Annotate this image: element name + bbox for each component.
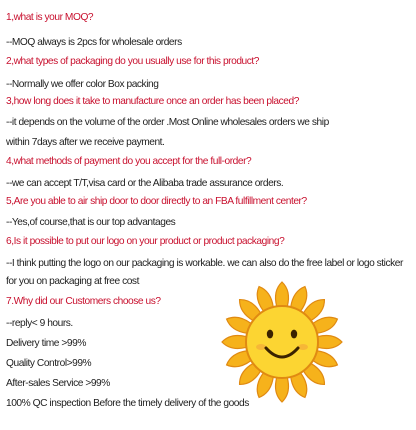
sun-ray [276, 282, 289, 306]
faq-answer-7-line-2: Delivery time >99% [6, 338, 86, 349]
faq-answer-7-line-4: After-sales Service >99% [6, 378, 110, 389]
sun-right-eye [291, 330, 297, 339]
smiling-sun-icon [216, 276, 348, 408]
faq-answer-3-line-1: --it depends on the volume of the order .Most Online wholesales orders we ship [6, 117, 329, 128]
faq-question-1: 1,what is your MOQ? [6, 12, 94, 23]
faq-answer-7-line-1: --reply< 9 hours. [6, 318, 73, 329]
faq-answer-6-line-2: for you on packaging at free cost [6, 276, 139, 287]
faq-question-2: 2,what types of packaging do you usually use for this product? [6, 56, 259, 67]
faq-answer-2-line-1: --Normally we offer color Box packing [6, 79, 159, 90]
sun-ray [276, 378, 289, 402]
sun-left-eye [267, 330, 273, 339]
faq-question-6: 6,Is it possible to put our logo on your product or product packaging? [6, 236, 285, 247]
faq-question-7: 7.Why did our Customers choose us? [6, 296, 161, 307]
faq-answer-7-line-5: 100% QC inspection Before the timely delivery of the goods [6, 398, 249, 409]
faq-question-5: 5,Are you able to air ship door to door directly to an FBA fulfillment center? [6, 196, 307, 207]
faq-answer-6-line-1: --I think putting the logo on our packaging is workable. we can also do the free label or logo sticker [6, 258, 403, 269]
faq-answer-5-line-1: --Yes,of course,that is our top advantages [6, 217, 176, 228]
faq-answer-4-line-1: --we can accept T/T,visa card or the Alibaba trade assurance orders. [6, 178, 284, 189]
faq-question-3: 3,how long does it take to manufacture once an order has been placed? [6, 96, 299, 107]
sun-right-cheek [298, 344, 308, 350]
sun-ray [318, 336, 342, 349]
sun-face [246, 306, 318, 378]
faq-question-4: 4,what methods of payment do you accept for the full-order? [6, 156, 252, 167]
sun-ray [222, 336, 246, 349]
sun-left-cheek [256, 344, 266, 350]
faq-answer-1-line-1: --MOQ always is 2pcs for wholesale orders [6, 37, 182, 48]
faq-answer-3-line-2: within 7days after we receive payment. [6, 137, 165, 148]
faq-answer-7-line-3: Quality Control>99% [6, 358, 92, 369]
